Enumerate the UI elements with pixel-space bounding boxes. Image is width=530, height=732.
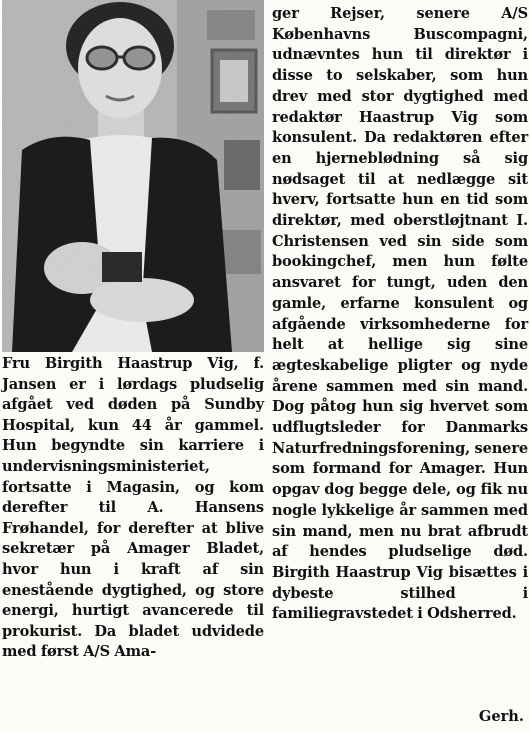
portrait-photo	[2, 0, 264, 352]
article-column-left	[2, 354, 264, 663]
article-column-right	[272, 4, 528, 625]
article-text-right: ger Rejser, senere A/S Københavns Buscompagni, udnævntes hun til direktør i disse to selskaber, som hun drev med stor dygtighed med redaktør Haastrup Vig som konsulent. Da redaktøren efter en hjerneblødning så sig nødsaget til at nedlægge sit hverv, fortsatte hun en tid som direktør, med oberstløjtnant I. Christensen ved sin side som bookingchef, men hun følte ansvaret for tungt, uden den gamle, erfarne konsulent og afgående virksomhederne for helt at hellige sig sine ægteskabelige pligter og nyde årene sammen med sin mand. Dog påtog hun sig hvervet som udflugtsleder for Danmarks Naturfredningsforening, senere som formand for Amager. Hun opgav dog begge dele, og fik nu nogle lykkelige år sammen med sin mand, men nu brat afbrudt af hendes pludselige død. Birgith Haastrup Vig bisættes i dybeste stilhed i familiegravstedet i Odsherred.	[272, 5, 528, 623]
article-text-left: Fru Birgith Haastrup Vig, f. Jansen er i lørdags pludselig afgået ved døden på Sundby Hospital, kun 44 år gammel. Hun begyndte sin karriere i undervisningsministeriet, fortsatte i Magasin, og kom derefter til A. Hansens Frøhandel, for derefter at blive sekretær på Amager Bladet, hvor hun i kraft af sin enestående dygtighed, og store energi, hurtigt avancerede til prokurist. Da bladet udvidede med først A/S Ama-	[2, 355, 264, 661]
author-signature: Gerh.	[478, 708, 524, 725]
